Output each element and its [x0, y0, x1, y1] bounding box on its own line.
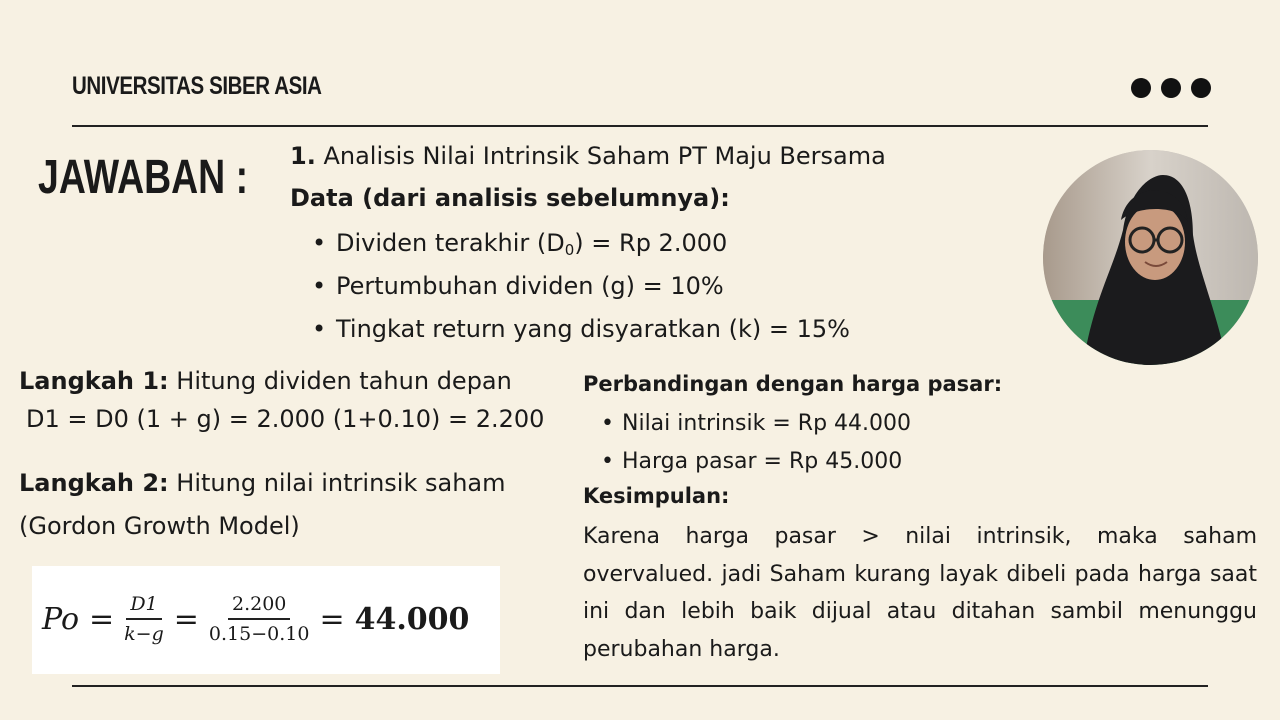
list-item: • Pertumbuhan dividen (g) = 10% — [312, 269, 850, 312]
slide-title: JAWABAN : — [38, 151, 249, 204]
step-1: Langkah 1: Hitung dividen tahun depan — [19, 367, 512, 395]
presenter-silhouette-icon — [1043, 150, 1258, 365]
institution-name: UNIVERSITAS SIBER ASIA — [72, 72, 322, 100]
list-item: • Nilai intrinsik = Rp 44.000 — [601, 408, 911, 446]
top-divider — [72, 125, 1208, 127]
data-list — [312, 226, 850, 355]
dot-icon — [1191, 78, 1211, 98]
formula-result: 44.000 — [354, 601, 470, 637]
conclusion-title: Kesimpulan: — [583, 484, 730, 508]
step-1-formula: D1 = D0 (1 + g) = 2.000 (1+0.10) = 2.200 — [26, 405, 545, 433]
presenter-avatar — [1043, 150, 1258, 365]
list-item: • Dividen terakhir $(D_0) = Rp$ 2.000 — [312, 226, 850, 269]
dot-icon — [1131, 78, 1151, 98]
data-title: Data (dari analisis sebelumnya): — [290, 184, 730, 212]
menu-dots-icon[interactable] — [1131, 78, 1211, 98]
step-2-model: (Gordon Growth Model) — [19, 512, 300, 540]
question-heading — [290, 142, 886, 170]
list-item: • Harga pasar = Rp 45.000 — [601, 446, 911, 484]
formula-fraction-numeric: $\frac{2.200}{0.15-0.10}$ — [209, 590, 310, 648]
dot-icon — [1161, 78, 1181, 98]
question-text: Analisis Nilai Intrinsik Saham PT Maju Bersama — [323, 142, 886, 170]
formula-fraction-symbolic: $\frac{D1}{k-g}$ — [124, 590, 164, 648]
question-number: 1. — [290, 142, 316, 170]
step-2: Langkah 2: Hitung nilai intrinsik saham — [19, 469, 506, 497]
bottom-divider — [72, 685, 1208, 687]
comparison-title: Perbandingan dengan harga pasar: — [583, 372, 1003, 396]
comparison-list — [601, 408, 911, 484]
conclusion-text: Karena harga pasar > nilai intrinsik, maka saham overvalued. jadi Saham kurang layak dibeli pada harga saat ini dan lebih baik dijual atau ditahan sambil menunggu perubahan harga. — [583, 524, 1257, 662]
gordon-formula: Po = $\frac{D1}{k-g}$ = $\frac{2.200}{0.15-0.10}$ = 44.000 — [32, 566, 500, 674]
formula-equals: = — [89, 601, 115, 637]
formula-lhs: Po — [42, 601, 80, 637]
list-item: • Tingkat return yang disyaratkan (k) = 15% — [312, 312, 850, 355]
